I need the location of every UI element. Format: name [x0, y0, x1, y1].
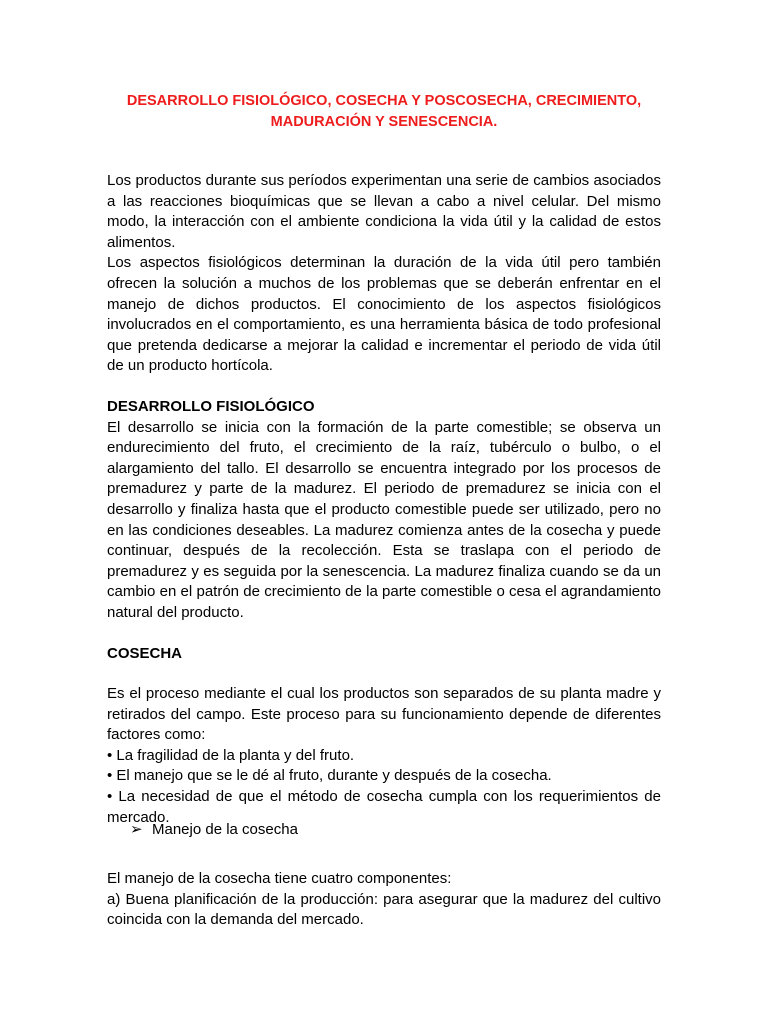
cosecha-bullet-3: • La necesidad de que el método de cosecha cumpla con los requerimientos de mercado.	[107, 787, 661, 826]
manejo-list-item	[130, 820, 298, 841]
arrow-bullet-icon: ➢	[130, 821, 143, 838]
intro-section	[107, 171, 661, 377]
cosecha-bullet-2: • El manejo que se le dé al fruto, durante y después de la cosecha.	[107, 767, 552, 785]
cosecha-heading-block	[107, 644, 661, 665]
cosecha-heading: COSECHA	[107, 645, 183, 662]
cosecha-bullet-1: • La fragilidad de la planta y del fruto.	[107, 746, 355, 764]
manejo-item-label: Manejo de la cosecha	[152, 821, 298, 838]
document-title: DESARROLLO FISIOLÓGICO, COSECHA Y POSCOSECHA, CRECIMIENTO, MADURACIÓN Y SENESCENCIA.	[126, 93, 642, 130]
cosecha-section	[107, 684, 661, 828]
desarrollo-body: El desarrollo se inicia con la formación de la parte comestible; se observa un endurecimiento del fruto, el crecimiento de la raíz, tubérculo o bulbo, o el alargamiento del tallo. El desarrollo se encuentra integrado por los procesos de premadurez y parte de la madurez. El periodo de premadurez se inicia con el desarrollo y finaliza hasta que el producto comestible puede ser utilizado, pero no en las condiciones deseables. La madurez comienza antes de la cosecha y puede continuar, después de la recolección. Esta se traslapa con el periodo de premadurez y es seguida por la senescencia. La madurez finaliza cuando se da un cambio en el patrón de crecimiento de la parte comestible o cesa el agrandamiento natural del producto.	[107, 418, 661, 621]
intro-paragraph-1: Los productos durante sus períodos experimentan una serie de cambios asociados a las reacciones bioquímicas que se llevan a cabo a nivel celular. Del mismo modo, la interacción con el ambiente condiciona la vida útil y la calidad de estos alimentos.	[107, 172, 661, 251]
manejo-section	[107, 869, 661, 931]
cosecha-body: Es el proceso mediante el cual los productos son separados de su planta madre y retirados del campo. Este proceso para su funcionamiento depende de diferentes factores como:	[107, 685, 661, 744]
manejo-intro: El manejo de la cosecha tiene cuatro componentes:	[107, 870, 452, 887]
desarrollo-section	[107, 397, 661, 624]
manejo-point-a: a) Buena planificación de la producción: para asegurar que la madurez del cultivo coincida con la demanda del mercado.	[107, 890, 661, 929]
intro-paragraph-2: Los aspectos fisiológicos determinan la duración de la vida útil pero también ofrecen la solución a muchos de los problemas que se deberán enfrentar en el manejo de dichos productos. El conocimiento de los aspectos fisiológicos involucrados en el comportamiento, es una herramienta básica de todo profesional que pretenda dedicarse a mejorar la calidad e incrementar el periodo de vida útil de un producto hortícola.	[107, 254, 661, 375]
desarrollo-heading: DESARROLLO FISIOLÓGICO	[107, 398, 315, 415]
